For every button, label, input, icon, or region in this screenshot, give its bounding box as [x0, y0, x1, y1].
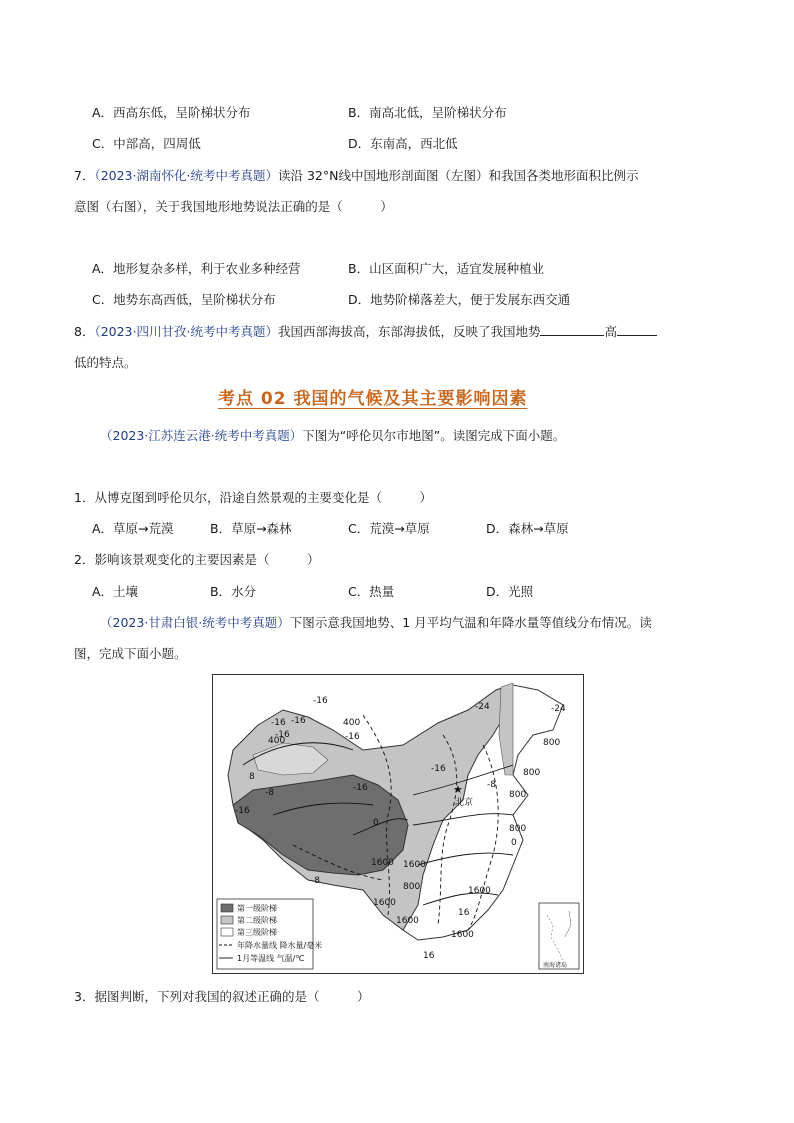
q1-option-c: C．荒漠→草原 [348, 521, 430, 536]
q6-option-c: C．中部高，四周低 [92, 136, 201, 151]
q2-option-d: D．光照 [486, 584, 534, 599]
q8-stem-line1 [74, 322, 657, 340]
q8-number: 8． [74, 324, 95, 339]
q8-stem-text: 我国西部海拔高，东部海拔低，反映了我国地势 [277, 324, 541, 339]
contour-label: -16 [353, 783, 368, 793]
contour-label: -16 [345, 732, 360, 742]
contour-label: 0 [511, 838, 517, 848]
beijing-label: 北京 [455, 798, 474, 808]
contour-label: 0 [373, 818, 379, 828]
contour-label: -8 [311, 876, 320, 886]
q2-stem: 2．影响该景观变化的主要因素是（ ） [74, 552, 320, 567]
contour-label: -16 [275, 730, 290, 740]
contour-label: 800 [509, 790, 527, 800]
q1-option-a: A．草原→荒漠 [92, 521, 174, 536]
q1-option-d: D．森林→草原 [486, 521, 569, 536]
q7-stem-text: 读沿 32°N线中国地形剖面图（左图）和我国各类地形面积比例示 [277, 168, 639, 183]
contour-label: 1600 [396, 916, 419, 926]
q7-stem-line2: 意图（右图），关于我国地形地势说法正确的是（ ） [74, 199, 393, 214]
contour-label: 1600 [403, 860, 426, 870]
legend-swatch-step2 [221, 916, 233, 924]
q6-option-b: B．南高北低，呈阶梯状分布 [348, 105, 507, 120]
q7-stem-line1 [74, 166, 638, 184]
contour-label: -8 [487, 780, 496, 790]
legend-temp: 1月等温线 气温/℃ [237, 954, 305, 963]
q8-stem-line2: 低的特点。 [74, 355, 137, 370]
contour-label: -8 [265, 788, 274, 798]
contour-label: -16 [431, 764, 446, 774]
contour-label: 800 [403, 882, 421, 892]
map-legend [217, 899, 322, 969]
q6-option-a: A．西高东低，呈阶梯状分布 [92, 105, 251, 120]
contour-label: 1600 [373, 898, 396, 908]
contour-label: 1600 [451, 930, 474, 940]
group1-intro [100, 426, 565, 444]
q8-source: （2023·四川甘孜·统考中考真题） [94, 324, 278, 339]
beijing-star-icon: ★ [453, 783, 463, 796]
south-china-sea-inset [539, 903, 579, 969]
contour-label: -24 [551, 704, 566, 714]
group2-intro-line2: 图，完成下面小题。 [74, 646, 187, 661]
q7-option-a: A．地形复杂多样，利于农业多种经营 [92, 261, 301, 276]
contour-label: -16 [235, 806, 250, 816]
q2-option-b: B．水分 [210, 584, 257, 599]
contour-label: 800 [509, 824, 527, 834]
legend-step2: 第二级阶梯 [237, 916, 277, 925]
q7-number: 7． [74, 168, 95, 183]
contour-label: 1600 [468, 886, 491, 896]
legend-swatch-step3 [221, 928, 233, 936]
contour-label: 800 [543, 738, 561, 748]
contour-label: -16 [271, 718, 286, 728]
legend-step3: 第三级阶梯 [237, 928, 277, 937]
contour-label: 400 [268, 736, 286, 746]
map-svg [213, 675, 583, 973]
contour-label: -16 [313, 696, 328, 706]
group1-stem: 下图为“呼伦贝尔市地图”。读图完成下面小题。 [302, 428, 566, 443]
group2-stem: 下图示意我国地势、1 月平均气温和年降水量等值线分布情况。读 [289, 615, 652, 630]
q8-blank-1[interactable] [540, 323, 604, 336]
q7-option-c: C．地势东高西低，呈阶梯状分布 [92, 292, 276, 307]
china-terrain-climate-map [212, 674, 584, 974]
contour-label: 16 [423, 951, 435, 961]
q8-stem-high: 高 [604, 324, 617, 339]
q7-option-b: B．山区面积广大，适宜发展种植业 [348, 261, 545, 276]
legend-precip: 年降水量线 降水量/毫米 [237, 941, 323, 950]
q1-stem: 1．从博克图到呼伦贝尔，沿途自然景观的主要变化是（ ） [74, 490, 432, 505]
q8-blank-2[interactable] [617, 323, 657, 336]
q3-stem: 3．据图判断，下列对我国的叙述正确的是（ ） [74, 989, 370, 1004]
q1-option-b: B．草原→森林 [210, 521, 292, 536]
contour-label: -16 [291, 716, 306, 726]
q7-source: （2023·湖南怀化·统考中考真题） [94, 168, 278, 183]
q6-option-d: D．东南高，西北低 [348, 136, 458, 151]
contour-label: 400 [343, 718, 361, 728]
legend-step1: 第一级阶梯 [237, 904, 277, 913]
q7-option-d: D．地势阶梯落差大，便于发展东西交通 [348, 292, 571, 307]
q2-option-c: C．热量 [348, 584, 395, 599]
group2-intro-line1 [100, 613, 652, 631]
section-title: 考点 02 我国的气候及其主要影响因素 [218, 389, 528, 409]
contour-label: -24 [475, 702, 490, 712]
group2-source: （2023·甘肃白银·统考中考真题） [100, 615, 290, 630]
group1-source: （2023·江苏连云港·统考中考真题） [100, 428, 303, 443]
contour-label: 8 [249, 772, 255, 782]
contour-label: 800 [523, 768, 541, 778]
legend-swatch-step1 [221, 904, 233, 912]
contour-label: 16 [458, 908, 470, 918]
inset-label: 南海诸岛 [543, 962, 568, 969]
q2-option-a: A．土壤 [92, 584, 139, 599]
contour-label: 1600 [371, 858, 394, 868]
